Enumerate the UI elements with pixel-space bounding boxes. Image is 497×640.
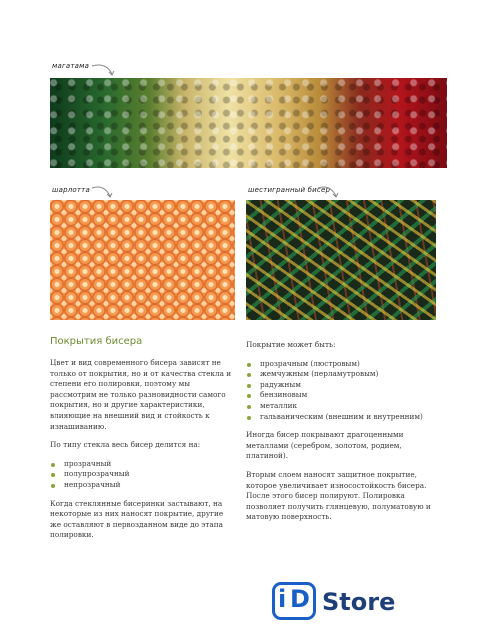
paragraph: Иногда бисер покрывают драгоценными металлами (серебром, золотом, родием, платиной). (246, 430, 404, 461)
right-column (246, 340, 442, 531)
list-item: гальваническим (внешним и внутренним) (246, 412, 442, 423)
logo-letter-d: D (290, 585, 310, 613)
paragraph: Когда стеклянные бисеринки застывают, на некоторые из них наносят покрытие, другие же оставляют в первозданном виде до этапа полировки. (50, 498, 224, 540)
section-heading: Покрытия бисера (50, 336, 143, 347)
list-item: непрозрачный (50, 480, 236, 491)
left-column (50, 358, 236, 549)
caption-magatama: магатама (52, 62, 90, 70)
caption-charlotte: шарлотта (52, 186, 90, 194)
magatama-beads-photo (50, 78, 447, 168)
paragraph: По типу стекла весь бисер делится на: (50, 440, 201, 450)
list-item: бензиновым (246, 390, 442, 401)
list-item: металлик (246, 401, 442, 412)
glass-types-list (50, 459, 236, 491)
charlotte-beads-photo (50, 200, 235, 320)
paragraph: Покрытие может быть: (246, 340, 336, 349)
paragraph: Вторым слоем наносят защитное покрытие, которое увеличивает износостойкость бисера. После этого бисер полируют. Полировка позволяет получить глянцевую, полуматовую и матовую поверхность. (246, 469, 431, 522)
curved-arrow-icon (90, 60, 120, 78)
paragraph: Цвет и вид современного бисера зависят не только от покрытия, но и от качества стекла и степени его полировки, поэтому мы рассмотрим не только разновидности самого покрытия, но и другие характеристики, влияющие на внешний вид и стойкость к изнашиванию. (50, 358, 232, 431)
list-item: радужным (246, 380, 442, 391)
list-item: жемчужным (перламутровым) (246, 369, 442, 380)
logo-letter-i: i (278, 585, 287, 613)
coatings-list (246, 359, 442, 423)
list-item: прозрачным (люстровым) (246, 359, 442, 370)
caption-hex-beads: шестигранный бисер (248, 186, 331, 194)
hex-beads-photo (246, 200, 436, 320)
idstore-logo (272, 582, 412, 622)
curved-arrow-icon (316, 182, 344, 200)
curved-arrow-icon (90, 182, 118, 200)
list-item: прозрачный (50, 459, 236, 470)
list-item: полупрозрачный (50, 469, 236, 480)
logo-store-text: Store (322, 588, 396, 616)
